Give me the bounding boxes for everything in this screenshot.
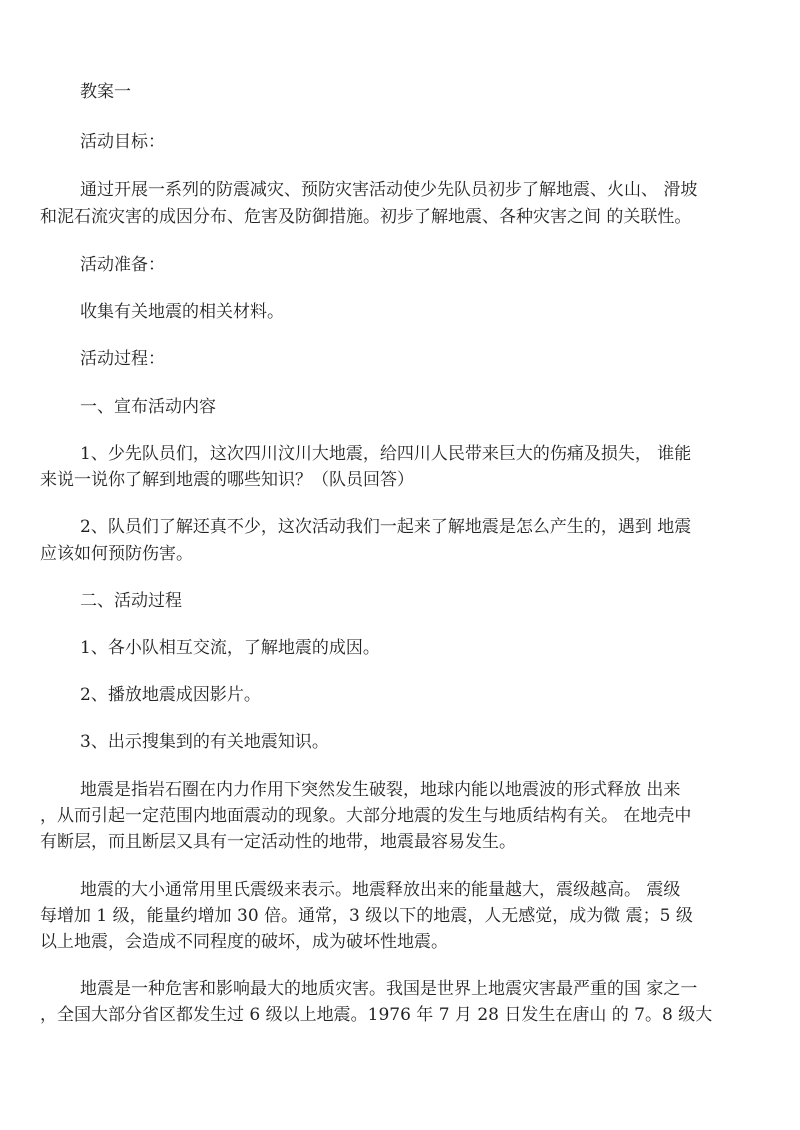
goal-heading: 活动目标：: [80, 132, 165, 152]
para2-line: 以上地震，会造成不同程度的破坏，成为破坏性地震。: [40, 932, 448, 952]
para2-line: 每增加 1 级，能量约增加 30 倍。通常，3 级以下的地震，人无感觉，成为微 震；5 级: [40, 906, 693, 926]
para2-line: 地震的大小通常用里氏震级来表示。地震释放出来的能量越大，震级越高。 震级: [80, 880, 681, 900]
process-heading: 活动过程：: [80, 349, 165, 369]
prep-heading: 活动准备：: [80, 255, 165, 275]
section1-heading: 一、宣布活动内容: [80, 397, 216, 417]
s2-item: 2、播放地震成因影片。: [80, 685, 261, 705]
para3-line: 地震是一种危害和影响最大的地质灾害。我国是世界上地震灾害最严重的国 家之一: [80, 979, 698, 999]
s1-item2-line: 2、队员们了解还真不少，这次活动我们一起来了解地震是怎么产生的，遇到 地震: [80, 517, 692, 537]
para1-line: 有断层，而且断层又具有一定活动性的地带，地震最容易发生。: [40, 832, 516, 852]
s1-item1-line: 来说一说你了解到地震的哪些知识？（队员回答）: [40, 470, 414, 490]
section2-heading: 二、活动过程: [80, 591, 182, 611]
para1-line: ，从而引起一定范围内地面震动的现象。大部分地震的发生与地质结构有关。 在地壳中: [40, 806, 692, 826]
s1-item2-line: 应该如何预防伤害。: [40, 544, 193, 564]
s2-item: 3、出示搜集到的有关地震知识。: [80, 732, 329, 752]
prep-text: 收集有关地震的相关材料。: [80, 302, 284, 322]
para3-line: ，全国大部分省区都发生过 6 级以上地震。1976 年 7 月 28 日发生在唐山 的 7。8 级大: [40, 1005, 713, 1025]
goal-line: 通过开展一系列的防震减灾、预防灾害活动使少先队员初步了解地震、火山、 滑坡: [80, 180, 698, 200]
s1-item1-line: 1、少先队员们，这次四川汶川大地震，给四川人民带来巨大的伤痛及损失， 谁能: [80, 444, 692, 464]
document-title: 教案一: [80, 82, 131, 102]
s2-item: 1、各小队相互交流，了解地震的成因。: [80, 638, 380, 658]
goal-line: 和泥石流灾害的成因分布、危害及防御措施。初步了解地震、各种灾害之间 的关联性。: [40, 207, 692, 227]
para1-line: 地震是指岩石圈在内力作用下突然发生破裂，地球内能以地震波的形式释放 出来: [80, 780, 681, 800]
